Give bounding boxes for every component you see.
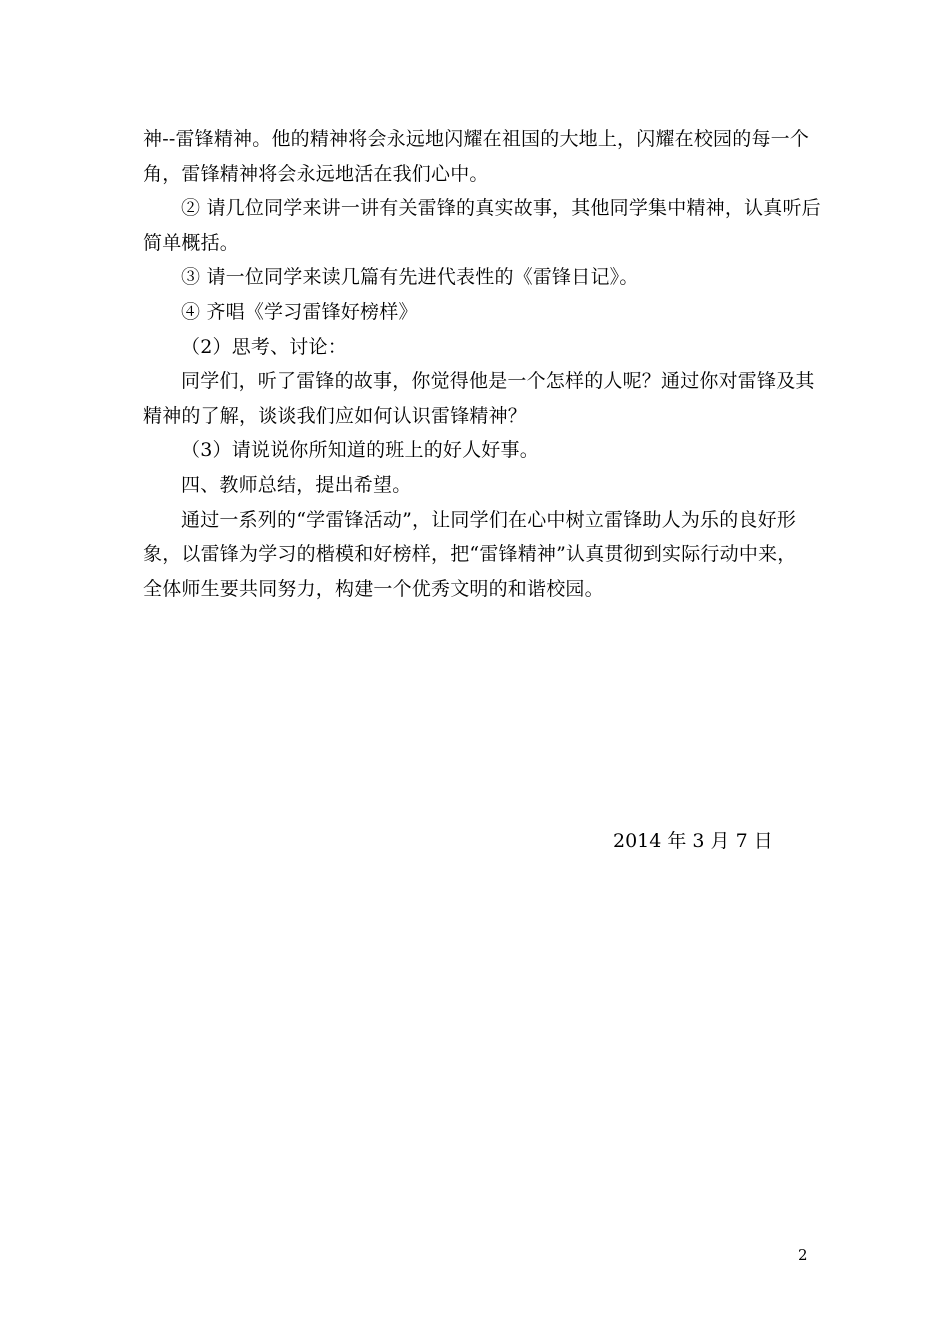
text-line: 四、教师总结，提出希望。 [181,473,412,496]
text-line: 象，以雷锋为学习的楷模和好榜样，把“雷锋精神”认真贯彻到实际行动中来， [143,543,797,566]
text-line: 简单概括。 [143,231,240,254]
text-line: 通过一系列的“学雷锋活动”，让同学们在心中树立雷锋助人为乐的良好形 [181,508,797,531]
text-line: 角，雷锋精神将会永远地活在我们心中。 [143,162,489,185]
text-line: 神--雷锋精神。他的精神将会永远地闪耀在祖国的大地上，闪耀在校园的每一个 [143,128,810,150]
page-number: 2 [798,1246,808,1264]
text-line: 精神的了解，谈谈我们应如何认识雷锋精神？ [143,404,528,427]
text-line: ② 请几位同学来讲一讲有关雷锋的真实故事，其他同学集中精神，认真听后 [181,197,821,220]
text-line: ④ 齐唱《学习雷锋好榜样》 [181,300,418,323]
document-date: 2014 年 3 月 7 日 [613,830,773,852]
text-line: （2）思考、讨论： [181,335,347,358]
text-line: 全体师生要共同努力，构建一个优秀文明的和谐校园。 [143,577,604,600]
document-body [143,122,821,606]
text-line: 同学们，听了雷锋的故事，你觉得他是一个怎样的人呢？通过你对雷锋及其 [181,370,815,393]
text-line: ③ 请一位同学来读几篇有先进代表性的《雷锋日记》。 [181,266,639,289]
text-line: （3）请说说你所知道的班上的好人好事。 [181,439,539,462]
